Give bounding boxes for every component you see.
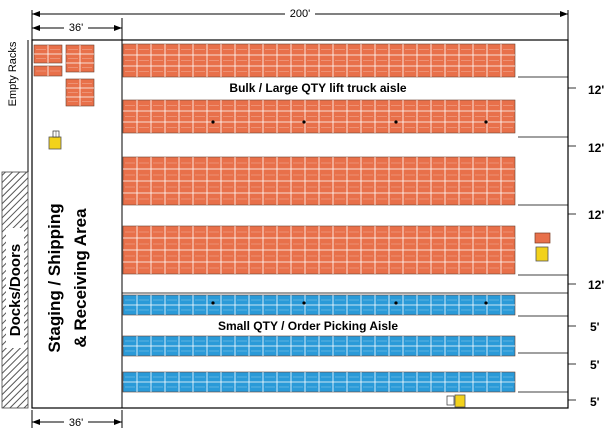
- empty-rack: [66, 79, 94, 106]
- rack-rows: [123, 44, 515, 392]
- aisle-width-label: 5': [590, 358, 600, 372]
- docks-doors-label: Docks/Doors: [7, 243, 24, 337]
- aisle-width-label: 5': [590, 395, 600, 409]
- picking-rack-row: [123, 372, 515, 392]
- aisle-width-label: 12': [588, 83, 605, 97]
- aisle-width-label: 12': [588, 208, 605, 222]
- rack-marker: [484, 301, 487, 304]
- picking-rack-row: [123, 336, 515, 356]
- empty-rack: [66, 45, 94, 72]
- aisle-width-label: 12': [588, 141, 605, 155]
- reach-truck-icon: [535, 233, 550, 261]
- empty-racks-label: Empty Racks: [7, 41, 19, 107]
- aisle-width-label: 12': [588, 278, 605, 292]
- dimension-label-36-bottom: 36': [68, 417, 84, 429]
- picking-rack-row: [123, 295, 515, 315]
- lift-truck-icon: [49, 131, 61, 149]
- rack-marker: [302, 120, 305, 123]
- rack-marker: [394, 120, 397, 123]
- bulk-aisle-label: Bulk / Large QTY lift truck aisle: [229, 81, 407, 95]
- empty-rack: [34, 66, 62, 76]
- staging-label-line1: Staging / Shipping: [45, 203, 64, 353]
- bulk-rack-row: [123, 44, 515, 77]
- dimension-label-36-top: 36': [68, 22, 84, 34]
- picking-aisle-label: Small QTY / Order Picking Aisle: [217, 319, 399, 333]
- rack-marker: [302, 301, 305, 304]
- rack-marker: [484, 120, 487, 123]
- dimension-label-200: 200': [289, 8, 311, 20]
- rack-marker: [211, 120, 214, 123]
- staging-label-line2: & Receiving Area: [71, 208, 90, 348]
- aisle-width-labels: [588, 83, 604, 409]
- empty-rack: [34, 45, 62, 63]
- bulk-rack-row: [123, 157, 515, 205]
- aisle-width-label: 5': [590, 320, 600, 334]
- order-picker-icon: [447, 395, 465, 407]
- rack-marker: [211, 301, 214, 304]
- empty-racks-group: [34, 45, 94, 106]
- bulk-rack-row: [123, 100, 515, 133]
- rack-marker: [394, 301, 397, 304]
- bulk-rack-row: [123, 226, 515, 274]
